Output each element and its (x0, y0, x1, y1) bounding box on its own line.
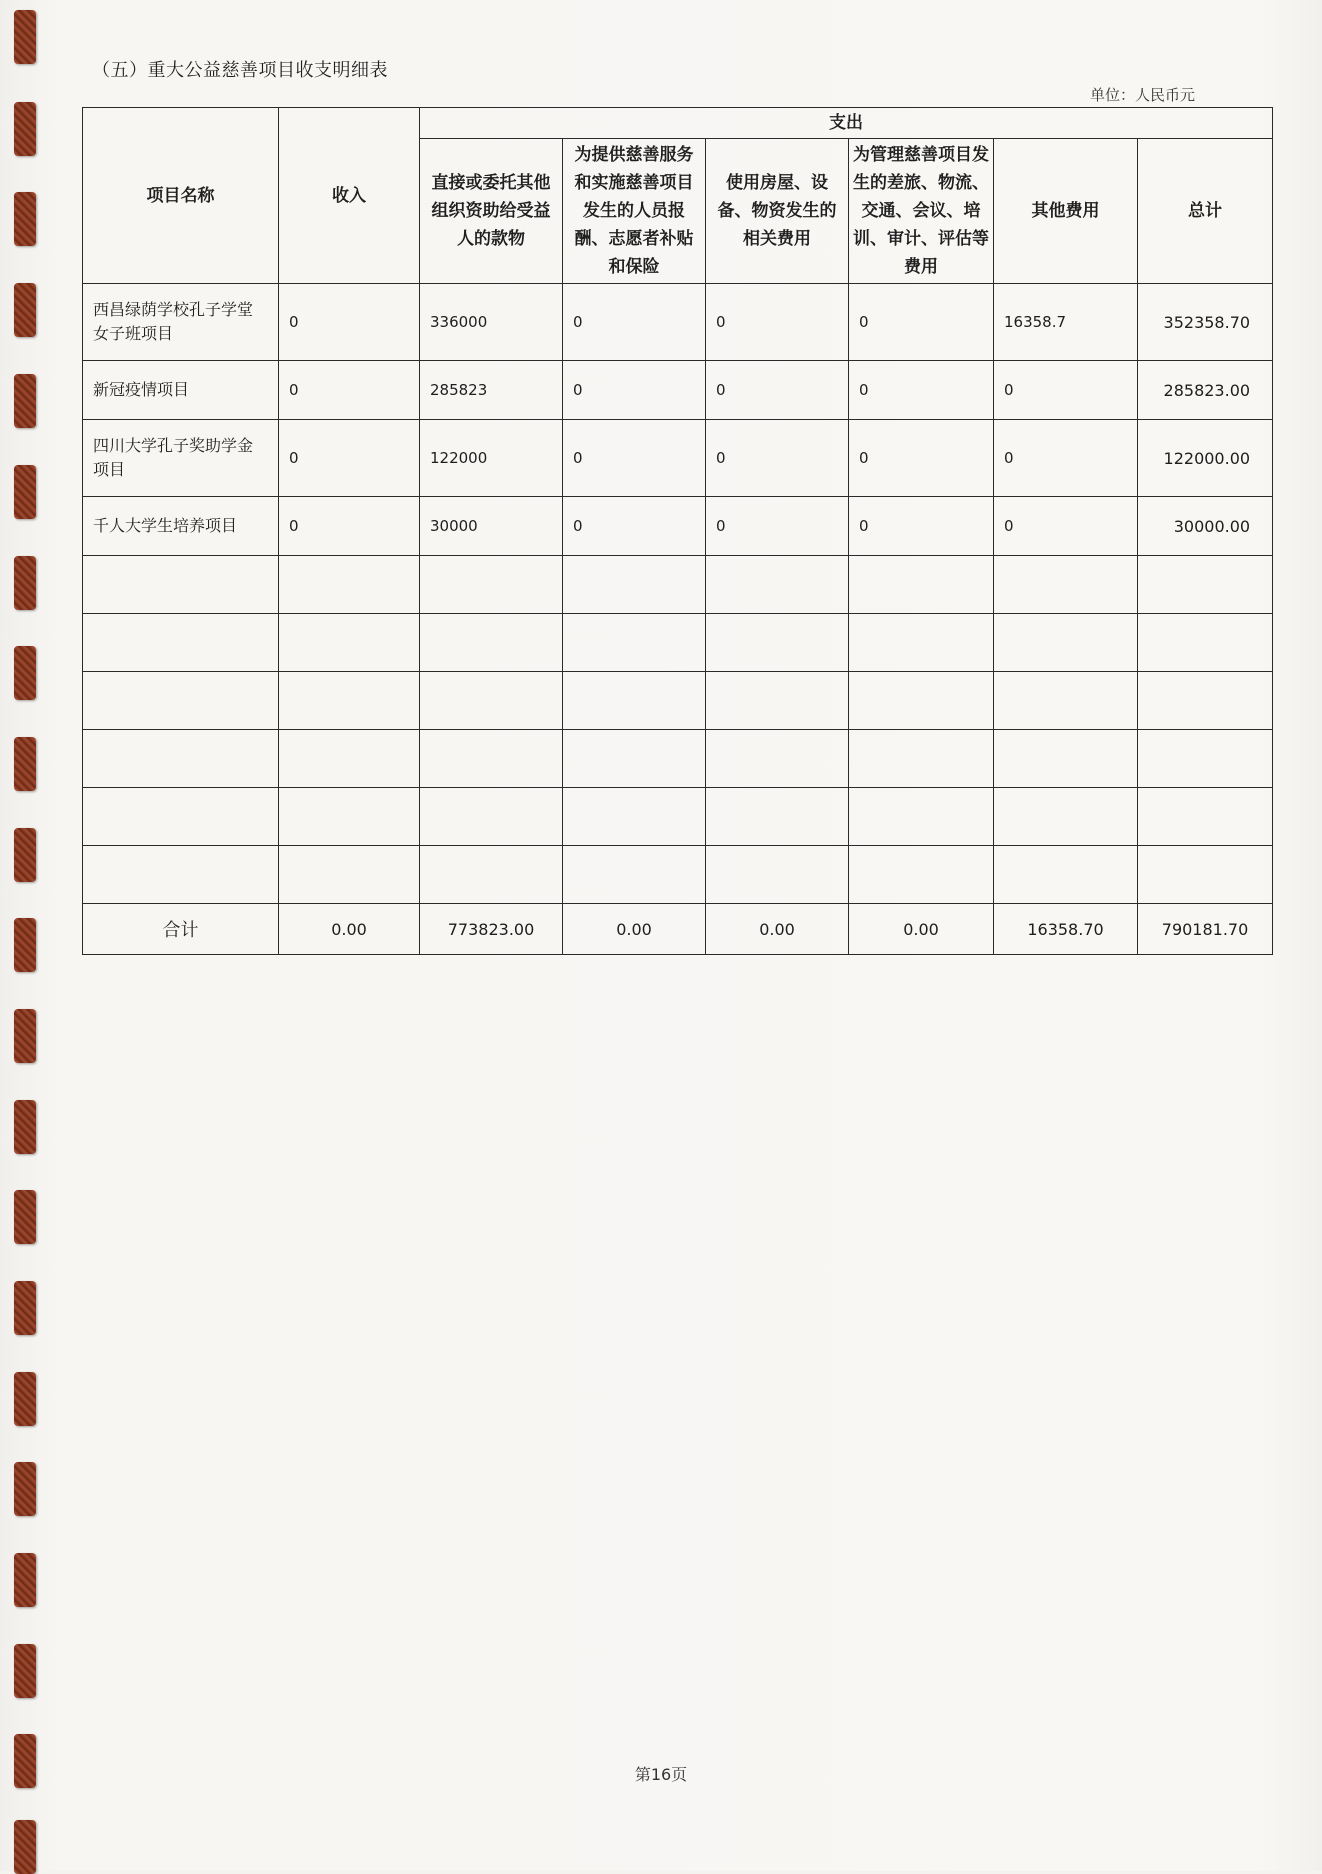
row-project-name: 新冠疫情项目 (83, 361, 279, 420)
row-income: 0 (279, 284, 420, 361)
binding-hole (14, 1009, 36, 1063)
binding-hole (14, 102, 36, 156)
binding-hole (14, 918, 36, 972)
binding-hole (14, 1553, 36, 1607)
empty-row (83, 788, 1273, 846)
row-personnel: 0 (563, 284, 706, 361)
binding-hole (14, 828, 36, 882)
row-personnel: 0 (563, 497, 706, 556)
table-row (83, 420, 1273, 497)
binding-hole (14, 1190, 36, 1244)
row-project-name: 千人大学生培养项目 (83, 497, 279, 556)
row-project-name: 四川大学孔子奖助学金项目 (83, 420, 279, 497)
binding-hole (14, 465, 36, 519)
summary-personnel: 0.00 (563, 904, 706, 955)
binding-hole (14, 192, 36, 246)
binding-hole (14, 556, 36, 610)
empty-row (83, 556, 1273, 614)
summary-other: 16358.70 (994, 904, 1138, 955)
row-other: 0 (994, 497, 1138, 556)
binding-hole (14, 283, 36, 337)
page-number: 第16页 (634, 1765, 688, 1784)
row-facilities: 0 (706, 361, 849, 420)
row-other: 0 (994, 361, 1138, 420)
binding-hole (14, 646, 36, 700)
binding-hole (14, 1644, 36, 1698)
summary-income: 0.00 (279, 904, 420, 955)
binding-hole (14, 1100, 36, 1154)
table-row (83, 284, 1273, 361)
row-total: 285823.00 (1138, 361, 1273, 420)
row-total: 122000.00 (1138, 420, 1273, 497)
summary-row (83, 904, 1273, 955)
header-total: 总计 (1138, 139, 1273, 284)
empty-row (83, 614, 1273, 672)
header-row-top (83, 108, 1273, 139)
row-project-name: 西昌绿荫学校孔子学堂女子班项目 (83, 284, 279, 361)
summary-label: 合计 (83, 904, 279, 955)
row-management: 0 (849, 361, 994, 420)
row-total: 30000.00 (1138, 497, 1273, 556)
binding-hole (14, 1281, 36, 1335)
summary-direct-aid: 773823.00 (420, 904, 563, 955)
header-other: 其他费用 (994, 139, 1138, 284)
binding-strip (14, 0, 40, 1871)
header-facilities: 使用房屋、设备、物资发生的相关费用 (706, 139, 849, 284)
row-income: 0 (279, 420, 420, 497)
row-other: 16358.7 (994, 284, 1138, 361)
header-expenditure: 支出 (420, 108, 1273, 139)
empty-row (83, 730, 1273, 788)
header-income: 收入 (279, 108, 420, 284)
row-personnel: 0 (563, 361, 706, 420)
empty-row (83, 672, 1273, 730)
header-direct-aid: 直接或委托其他组织资助给受益人的款物 (420, 139, 563, 284)
row-income: 0 (279, 497, 420, 556)
row-management: 0 (849, 420, 994, 497)
row-facilities: 0 (706, 284, 849, 361)
header-management: 为管理慈善项目发生的差旅、物流、交通、会议、培训、审计、评估等费用 (849, 139, 994, 284)
charity-project-table (82, 107, 1273, 955)
header-personnel: 为提供慈善服务和实施慈善项目发生的人员报酬、志愿者补贴和保险 (563, 139, 706, 284)
row-direct-aid: 122000 (420, 420, 563, 497)
binding-hole (14, 374, 36, 428)
binding-hole (14, 1820, 36, 1874)
summary-total: 790181.70 (1138, 904, 1273, 955)
row-management: 0 (849, 497, 994, 556)
row-direct-aid: 285823 (420, 361, 563, 420)
binding-hole (14, 1372, 36, 1426)
summary-management: 0.00 (849, 904, 994, 955)
row-total: 352358.70 (1138, 284, 1273, 361)
table-row (83, 361, 1273, 420)
binding-hole (14, 737, 36, 791)
row-direct-aid: 336000 (420, 284, 563, 361)
row-facilities: 0 (706, 420, 849, 497)
empty-row (83, 846, 1273, 904)
row-direct-aid: 30000 (420, 497, 563, 556)
binding-hole (14, 1462, 36, 1516)
row-personnel: 0 (563, 420, 706, 497)
summary-facilities: 0.00 (706, 904, 849, 955)
binding-hole (14, 10, 36, 64)
unit-label: 单位：人民币元 (1090, 86, 1196, 104)
row-other: 0 (994, 420, 1138, 497)
section-title: （五）重大公益慈善项目收支明细表 (92, 60, 388, 81)
row-management: 0 (849, 284, 994, 361)
row-facilities: 0 (706, 497, 849, 556)
table-row (83, 497, 1273, 556)
row-income: 0 (279, 361, 420, 420)
header-project-name: 项目名称 (83, 108, 279, 284)
